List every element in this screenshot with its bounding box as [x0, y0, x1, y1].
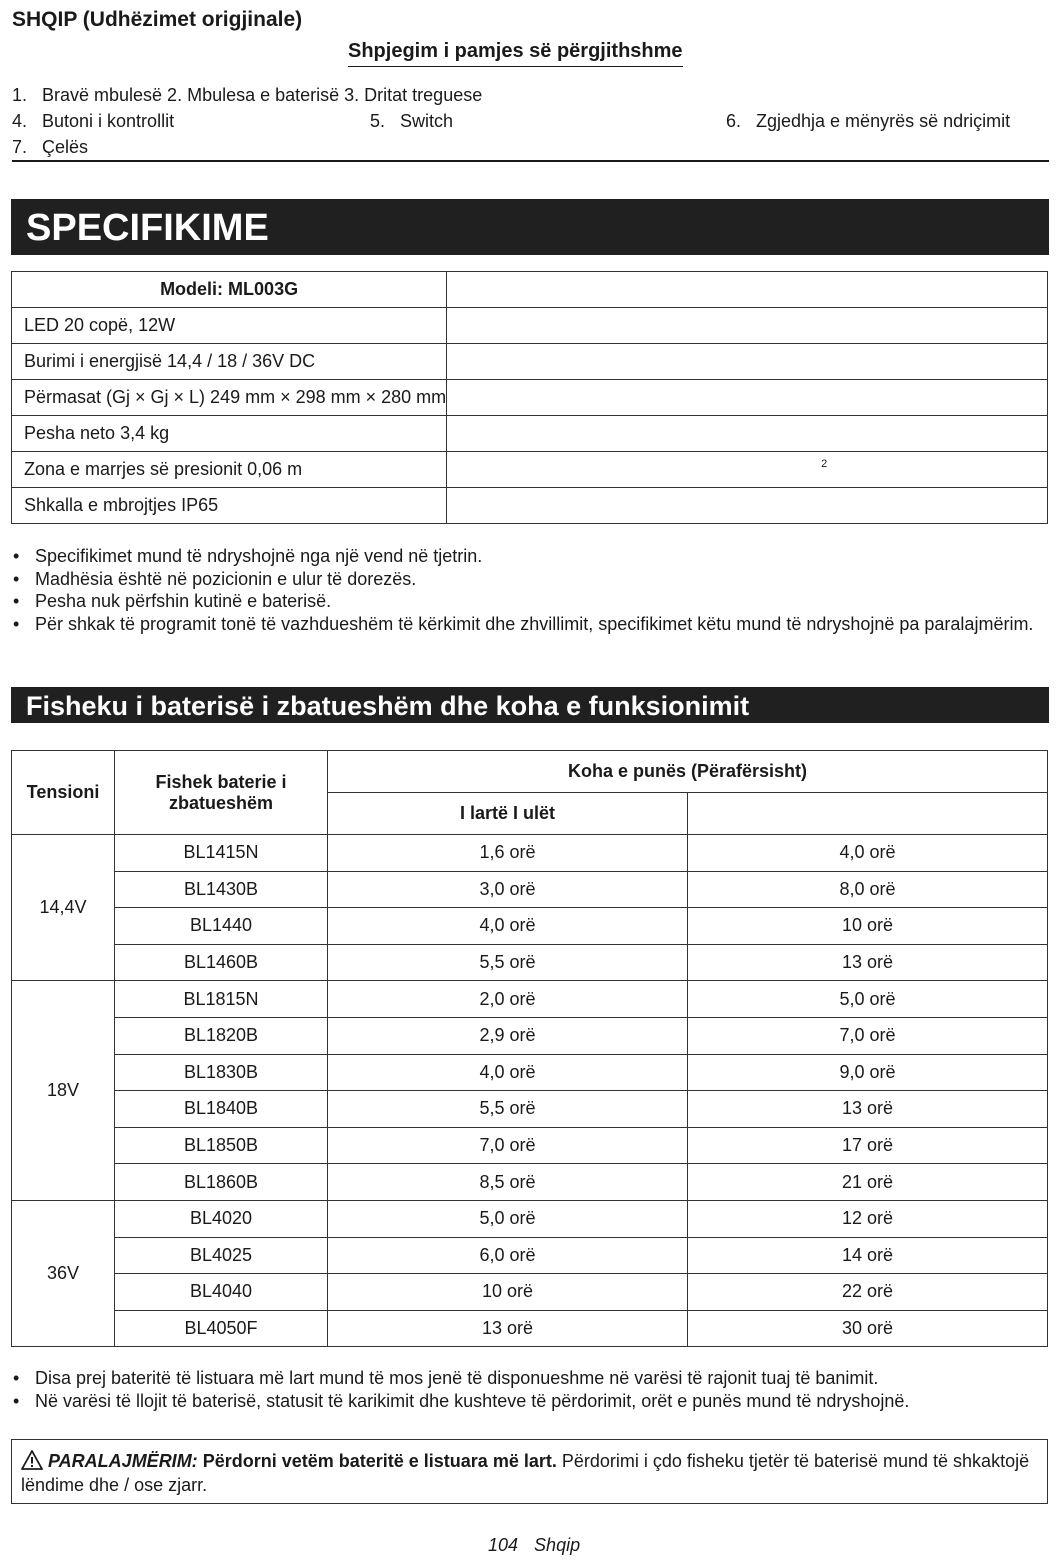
- high-cell: 6,0 orë: [328, 1237, 688, 1274]
- table-row: [12, 344, 1048, 380]
- part-item: 1. Bravë mbulesë 2. Mbulesa e baterisë 3. Dritat treguese: [12, 85, 483, 105]
- spec-label: Përmasat (Gj × Gj × L) 249 mm × 298 mm × 280 mm: [12, 380, 447, 416]
- model-cell: BL1815N: [115, 981, 328, 1018]
- table-row: [12, 380, 1048, 416]
- warning-strong-text: Përdorni vetëm bateritë e listuara më lart.: [202, 1451, 557, 1471]
- model-cell: BL1460B: [115, 944, 328, 981]
- low-cell: 4,0 orë: [688, 835, 1048, 872]
- table-row: [12, 452, 1048, 488]
- table-row: [12, 835, 1048, 872]
- battery-notes: [12, 1367, 1042, 1412]
- footer-language: Shqip: [534, 1535, 581, 1555]
- part-item: 5. Switch: [370, 111, 454, 131]
- low-cell: 5,0 orë: [688, 981, 1048, 1018]
- model-cell: BL1440: [115, 908, 328, 945]
- table-row: [12, 1091, 1048, 1128]
- spec-label: Pesha neto 3,4 kg: [12, 416, 447, 452]
- specs-banner: SPECIFIKIME: [11, 199, 1049, 255]
- superscript: 2: [821, 458, 828, 470]
- table-row: [12, 1017, 1048, 1054]
- low-cell: 21 orë: [688, 1164, 1048, 1201]
- spec-label: LED 20 copë, 12W: [12, 308, 447, 344]
- low-cell: 17 orë: [688, 1127, 1048, 1164]
- low-cell: 10 orë: [688, 908, 1048, 945]
- table-row: [12, 1310, 1048, 1347]
- part-item: 6. Zgjedhja e mënyrës së ndriçimit: [726, 111, 1011, 131]
- warning-label: PARALAJMËRIM:: [48, 1451, 198, 1471]
- high-cell: 2,9 orë: [328, 1017, 688, 1054]
- col-voltage: Tensioni: [12, 751, 115, 835]
- table-row: [12, 1200, 1048, 1237]
- model-cell: BL1850B: [115, 1127, 328, 1164]
- low-cell: 9,0 orë: [688, 1054, 1048, 1091]
- model-cell: BL1820B: [115, 1017, 328, 1054]
- warning-text: Përdorimi i çdo fisheku tjetër të baterisë mund të shkaktojë lëndime dhe / ose zjarr.: [21, 1451, 1030, 1495]
- part-item: 7. Çelës: [12, 137, 89, 157]
- language-title: SHQIP (Udhëzimet origjinale): [12, 8, 303, 31]
- high-cell: 1,6 orë: [328, 835, 688, 872]
- model-cell: BL4040: [115, 1274, 328, 1311]
- table-row: [12, 1054, 1048, 1091]
- model-cell: BL1860B: [115, 1164, 328, 1201]
- high-cell: 8,5 orë: [328, 1164, 688, 1201]
- table-row: [12, 908, 1048, 945]
- col-time: Koha e punës (Përafërsisht): [328, 751, 1048, 793]
- warning-box: [11, 1439, 1048, 1504]
- model-cell: BL1840B: [115, 1091, 328, 1128]
- part-item: 4. Butoni i kontrollit: [12, 111, 175, 131]
- table-row: [12, 1274, 1048, 1311]
- table-row: [12, 981, 1048, 1018]
- high-cell: 4,0 orë: [328, 1054, 688, 1091]
- high-cell: 10 orë: [328, 1274, 688, 1311]
- spec-label: Zona e marrjes së presionit 0,06 m: [12, 452, 447, 488]
- table-row: [12, 416, 1048, 452]
- parts-list: [12, 82, 1048, 160]
- note-item: • Disa prej bateritë të listuara më lart mund të mos jenë të disponueshme në varësi të rajonit tuaj të banimit.: [12, 1367, 1042, 1390]
- model-cell: BL1830B: [115, 1054, 328, 1091]
- table-row: [12, 308, 1048, 344]
- low-cell: 14 orë: [688, 1237, 1048, 1274]
- table-row: [12, 1237, 1048, 1274]
- high-cell: 5,0 orë: [328, 1200, 688, 1237]
- battery-table: [11, 750, 1048, 1347]
- low-cell: 22 orë: [688, 1274, 1048, 1311]
- note-item: • Në varësi të llojit të baterisë, statusit të karikimit dhe kushteve të përdorimit, orët e punës mund të ndryshojnë.: [12, 1390, 1042, 1413]
- high-cell: 2,0 orë: [328, 981, 688, 1018]
- note-item: • Specifikimet mund të ndryshojnë nga një vend në tjetrin.: [12, 545, 1042, 568]
- high-cell: 5,5 orë: [328, 944, 688, 981]
- model-cell: BL4050F: [115, 1310, 328, 1347]
- high-cell: 5,5 orë: [328, 1091, 688, 1128]
- high-cell: 7,0 orë: [328, 1127, 688, 1164]
- note-item: • Madhësia është në pozicionin e ulur të dorezës.: [12, 568, 1042, 591]
- low-cell: 13 orë: [688, 1091, 1048, 1128]
- voltage-cell: 18V: [12, 981, 115, 1201]
- note-item: • Pesha nuk përfshin kutinë e baterisë.: [12, 590, 1042, 613]
- high-cell: 4,0 orë: [328, 908, 688, 945]
- table-row: [12, 272, 1048, 308]
- model-cell: BL1430B: [115, 871, 328, 908]
- battery-banner: Fisheku i baterisë i zbatueshëm dhe koha e funksionimit: [11, 687, 1049, 723]
- low-cell: 30 orë: [688, 1310, 1048, 1347]
- page-footer: [488, 1535, 580, 1556]
- page-number: 104: [488, 1535, 519, 1555]
- table-row: [12, 944, 1048, 981]
- col-high-low: I lartë I ulët: [328, 793, 688, 835]
- overview-title: Shpjegim i pamjes së përgjithshme: [348, 40, 683, 67]
- col-cartridge: Fishek baterie i zbatueshëm: [115, 751, 328, 835]
- low-cell: 7,0 orë: [688, 1017, 1048, 1054]
- section-divider: [12, 160, 1049, 162]
- model-header: Modeli: ML003G: [12, 272, 447, 308]
- low-cell: 13 orë: [688, 944, 1048, 981]
- low-cell: 8,0 orë: [688, 871, 1048, 908]
- low-cell: 12 orë: [688, 1200, 1048, 1237]
- high-cell: 3,0 orë: [328, 871, 688, 908]
- model-cell: BL4025: [115, 1237, 328, 1274]
- specs-table: [11, 271, 1048, 524]
- voltage-cell: 36V: [12, 1200, 115, 1346]
- table-row: [12, 1164, 1048, 1201]
- model-cell: BL4020: [115, 1200, 328, 1237]
- spec-notes: [12, 545, 1042, 635]
- table-row: [12, 488, 1048, 524]
- table-row: [12, 1127, 1048, 1164]
- high-cell: 13 orë: [328, 1310, 688, 1347]
- warning-triangle-icon: [21, 1451, 43, 1471]
- table-header-row: [12, 751, 1048, 793]
- spec-label: Burimi i energjisë 14,4 / 18 / 36V DC: [12, 344, 447, 380]
- voltage-cell: 14,4V: [12, 835, 115, 981]
- note-item: • Për shkak të programit tonë të vazhdueshëm të kërkimit dhe zhvillimit, specifikimet këtu mund të ndryshojnë pa paralajmërim.: [12, 613, 1042, 636]
- spec-label: Shkalla e mbrojtjes IP65: [12, 488, 447, 524]
- table-row: [12, 871, 1048, 908]
- model-cell: BL1415N: [115, 835, 328, 872]
